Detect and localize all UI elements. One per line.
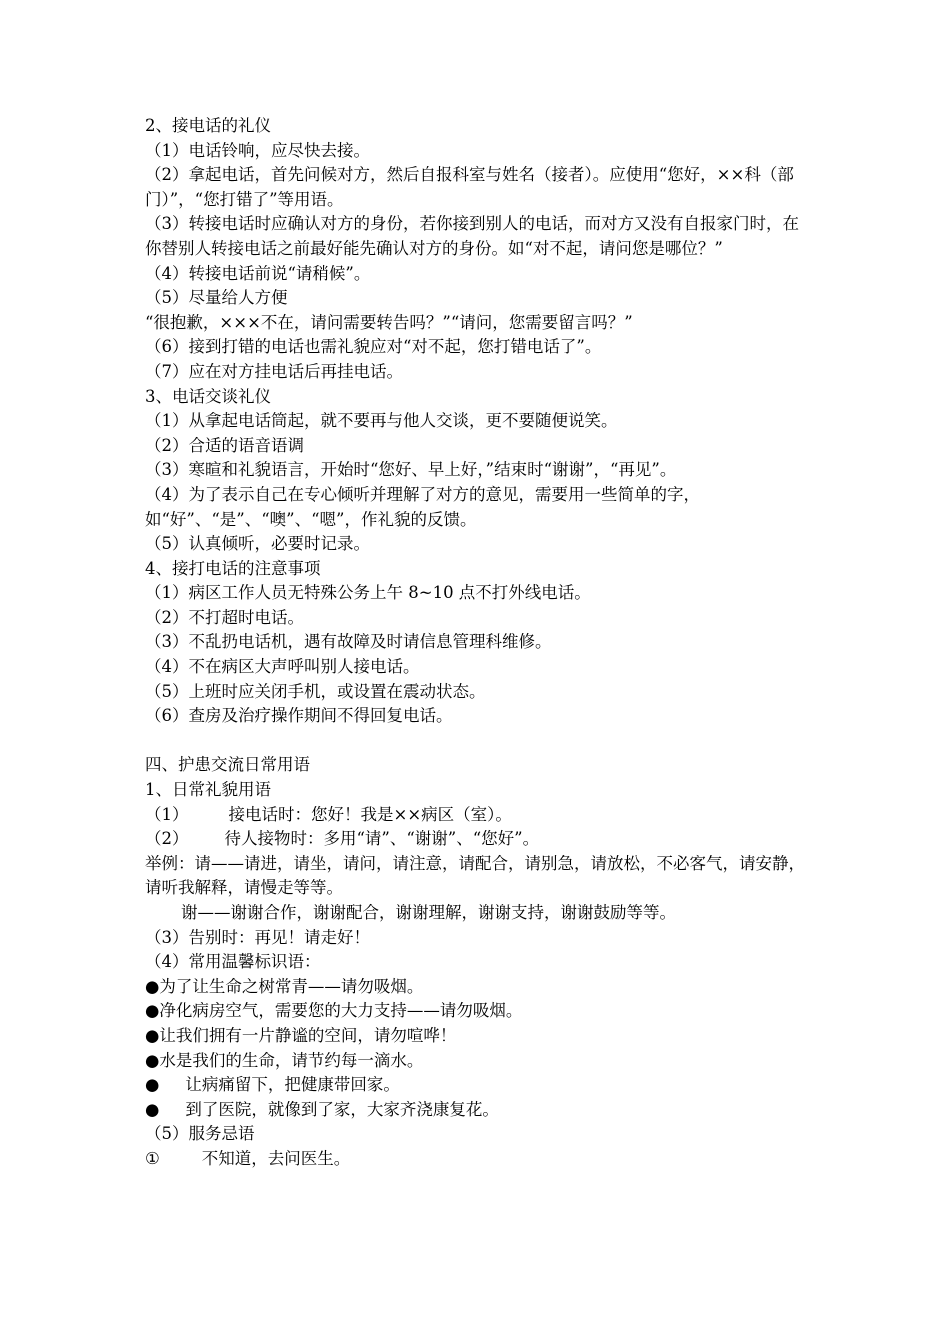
answer-phone-item-6: （6）接到打错的电话也需礼貌应对“对不起，您打错电话了”。	[145, 337, 602, 357]
taboo-item-1	[145, 1147, 815, 1172]
notes-item-5: （5）上班时应关闭手机，或设置在震动状态。	[145, 681, 486, 701]
conversation-item-1: （1）从拿起电话筒起，就不要再与他人交谈，更不要随便说笑。	[145, 411, 618, 431]
polite-item-3: （3）告别时：再见！请走好！	[145, 927, 370, 947]
heading-conversation: 3、电话交谈礼仪	[145, 386, 271, 406]
slogan-6	[145, 1098, 815, 1123]
conversation-item-5: （5）认真倾听，必要时记录。	[145, 534, 370, 554]
slogan-4: ●水是我们的生命，请节约每一滴水。	[145, 1050, 424, 1070]
taboo-item-1-number: ①	[145, 1148, 160, 1168]
heading-notes: 4、接打电话的注意事项	[145, 558, 321, 578]
taboo-item-1-text: 不知道，去问医生。	[201, 1148, 351, 1168]
polite-item-1	[145, 803, 815, 828]
slogan-5	[145, 1073, 815, 1098]
slogan-3: ●让我们拥有一片静谧的空间，请勿喧哗！	[145, 1025, 457, 1045]
conversation-item-2: （2）合适的语音语调	[145, 435, 304, 455]
polite-item-1-number: （1）	[145, 804, 189, 824]
slogan-5-text: 让病痛留下，把健康带回家。	[185, 1075, 400, 1095]
notes-item-2: （2）不打超时电话。	[145, 607, 304, 627]
blank-line	[145, 729, 815, 754]
conversation-item-4: （4）为了表示自己在专心倾听并理解了对方的意见，需要用一些简单的字，如“好”、“是”、“噢”、“嗯”，作礼貌的反馈。	[145, 484, 700, 529]
polite-item-1-text: 接电话时：您好！我是××病区（室）。	[228, 804, 512, 824]
notes-item-4: （4）不在病区大声呼叫别人接电话。	[145, 657, 420, 677]
heading-answer-phone: 2、接电话的礼仪	[145, 116, 271, 135]
polite-item-5: （5）服务忌语	[145, 1124, 255, 1144]
example-thanks: 谢——谢谢合作，谢谢配合，谢谢理解，谢谢支持，谢谢鼓励等等。	[181, 903, 676, 922]
answer-phone-item-4: （4）转接电话前说“请稍候”。	[145, 263, 371, 283]
answer-phone-item-3: （3）转接电话时应确认对方的身份，若你接到别人的电话，而对方又没有自报家门时，在你替别人转接电话之前最好能先确认对方的身份。如“对不起，请问您是哪位？”	[145, 214, 799, 258]
answer-phone-item-7: （7）应在对方挂电话后再挂电话。	[145, 361, 403, 381]
answer-phone-item-2: （2）拿起电话，首先问候对方，然后自报科室与姓名（接者）。应使用“您好，××科（部门）”，“您打错了”等用语。	[145, 165, 794, 209]
polite-item-2	[145, 827, 815, 852]
notes-item-3: （3）不乱扔电话机，遇有故障及时请信息管理科维修。	[145, 632, 552, 652]
slogan-2: ●净化病房空气，需要您的大力支持——请勿吸烟。	[145, 1001, 523, 1021]
polite-item-2-number: （2）	[145, 829, 189, 849]
answer-phone-quote: “很抱歉，×××不在，请问需要转告吗？”“请问，您需要留言吗？”	[145, 312, 633, 332]
slogan-6-text: 到了医院，就像到了家，大家齐浇康复花。	[185, 1099, 499, 1119]
notes-item-1: （1）病区工作人员无特殊公务上午 8~10 点不打外线电话。	[145, 583, 591, 603]
bullet-icon: ●	[145, 1099, 160, 1119]
answer-phone-item-1: （1）电话铃响，应尽快去接。	[145, 140, 370, 160]
answer-phone-item-5: （5）尽量给人方便	[145, 288, 288, 308]
notes-item-6: （6）查房及治疗操作期间不得回复电话。	[145, 706, 453, 726]
bullet-icon: ●	[145, 1075, 160, 1095]
slogan-1: ●为了让生命之树常青——请勿吸烟。	[145, 976, 424, 996]
polite-item-2-text: 待人接物时：多用“请”、“谢谢”、“您好”。	[224, 829, 540, 849]
conversation-item-3: （3）寒暄和礼貌语言，开始时“您好、早上好，”结束时“谢谢”，“再见”。	[145, 460, 677, 480]
heading-polite-phrases: 1、日常礼貌用语	[145, 780, 271, 800]
heading-part-four: 四、护患交流日常用语	[145, 755, 310, 775]
polite-item-4: （4）常用温馨标识语：	[145, 952, 321, 972]
document-body	[145, 114, 815, 1172]
example-please: 举例：请——请进，请坐，请问，请注意，请配合，请别急，请放松，不必客气，请安静，请听我解释，请慢走等等。	[145, 853, 805, 898]
